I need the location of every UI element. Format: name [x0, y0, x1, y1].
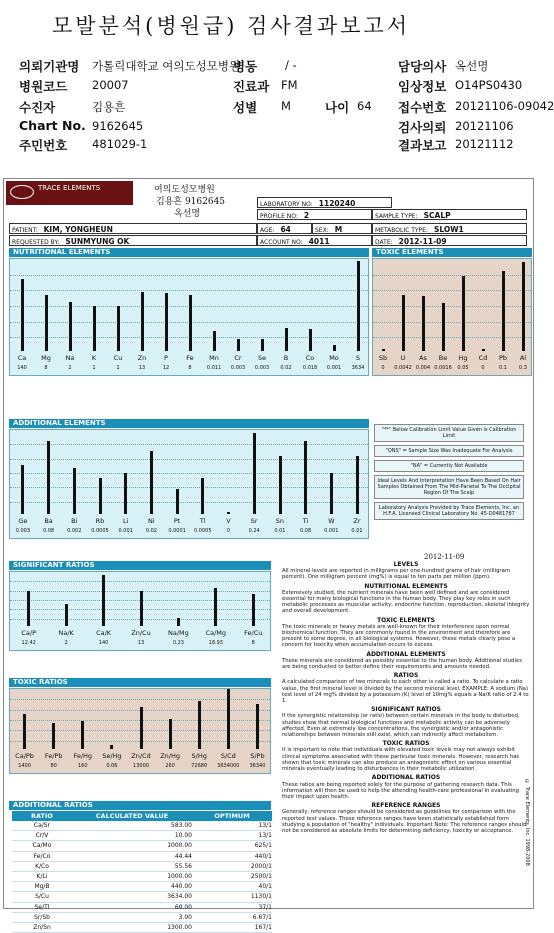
tick-label: Mo	[329, 354, 339, 362]
bar-al	[522, 262, 525, 351]
tick-label: Al	[519, 354, 527, 362]
bar-fe-hg	[81, 721, 84, 749]
value-label: 0.002	[67, 528, 82, 534]
tick-label: K	[91, 354, 97, 362]
header-label: 주민번호	[19, 138, 68, 153]
bar-zn	[141, 292, 144, 351]
value-label: 1	[92, 365, 96, 371]
bar-li	[124, 473, 127, 515]
text-heading: LEVELS	[393, 561, 419, 568]
value-label: 0.08	[42, 528, 55, 534]
value-label: 0.01	[274, 528, 286, 534]
text-heading: ADDITIONAL RATIOS	[371, 774, 441, 782]
tick-label: Hg	[458, 354, 468, 362]
legend-note: "**" Below Calibration Limit Value Given is Calibration Limit	[374, 424, 524, 442]
doctor-stamp: 옥선명	[174, 209, 201, 219]
header-value: 옥선명	[455, 59, 489, 73]
tick-label: Cr	[234, 354, 242, 362]
tick-label: Ca	[17, 354, 27, 362]
tick-label: S/Pb	[250, 752, 265, 760]
value-label: 0.011	[206, 365, 222, 371]
bar-na	[69, 302, 72, 351]
tick-label: Fe	[186, 354, 194, 362]
value-label: 2	[64, 640, 68, 646]
bar-na-k	[65, 604, 68, 626]
header-label: 병원코드	[19, 79, 68, 94]
bar-ca-pb	[23, 714, 26, 749]
profile-box: PROFILE NO: 2	[257, 209, 372, 220]
bar-cr	[237, 339, 240, 351]
header-label: 접수번호	[398, 100, 447, 115]
tick-label: Na/K	[58, 629, 74, 637]
header-value: M	[281, 99, 291, 113]
chart-sig	[9, 571, 271, 651]
bar-w	[330, 473, 333, 515]
value-label: 0.3	[519, 365, 527, 371]
value-label: 80	[50, 763, 57, 769]
bar-hg	[462, 276, 465, 351]
header-label: 결과보고	[398, 138, 447, 153]
tick-label: Ca/P	[21, 629, 37, 637]
value-label: 13000	[133, 763, 149, 769]
bar-k	[93, 306, 96, 351]
table-row: S/Cu 3634.00 1130/1	[12, 892, 272, 902]
value-label: 0	[381, 365, 385, 371]
bar-sb	[382, 349, 385, 351]
header-value: FM	[281, 78, 298, 92]
value-label: 0.02	[145, 528, 157, 534]
value-label: 0	[226, 528, 231, 534]
header-value: 9162645	[92, 119, 144, 133]
table-row: K/Li 1000.00 2500/1	[12, 872, 272, 882]
tick-label: B	[283, 354, 289, 362]
value-label: 0.0016	[434, 365, 452, 371]
tick-label: Mn	[209, 354, 219, 362]
value-label: 0.08	[300, 528, 312, 534]
bar-zr	[356, 456, 359, 514]
bar-ge	[21, 465, 24, 514]
header-value: / -	[285, 58, 297, 72]
bar-be	[442, 303, 445, 351]
table-row: Fe/Co 44.44 440/1	[12, 852, 272, 862]
tick-label: Ca/Pb	[15, 752, 34, 760]
text-heading: NUTRITIONAL ELEMENTS	[364, 582, 448, 590]
logo-icon	[10, 185, 34, 199]
header-label: 병동	[233, 59, 258, 74]
tick-label: Ca/K	[96, 629, 112, 637]
lab-logo	[6, 181, 133, 205]
bar-rb	[99, 478, 102, 515]
bar-pb	[502, 271, 505, 351]
value-label: 0.001	[118, 528, 133, 534]
header-label: 수진자	[19, 100, 56, 115]
bar-bi	[73, 468, 76, 515]
header-value: 20121106	[455, 119, 514, 133]
value-label: 1400	[18, 763, 31, 769]
header-value: 가톨릭대학교 여의도성모병원	[92, 59, 241, 73]
tick-label: Li	[122, 517, 129, 525]
value-label: 0.0005	[194, 528, 212, 534]
bar-cd	[482, 349, 485, 351]
legend-note: Ideal Levels And Interpretation Have Been Based On Hair Samples Obtained From The Mid-Parietal To The Occipital Region Of The Scalp	[374, 475, 524, 499]
bar-ca-p	[27, 591, 30, 626]
table-row: Mg/B 440.00 40/1	[12, 882, 272, 892]
tick-label: W	[328, 517, 335, 525]
tick-label: Ge	[18, 517, 28, 525]
section-additional-ratios: ADDITIONAL RATIOS	[9, 801, 271, 810]
section-nutritional: NUTRITIONAL ELEMENTS	[9, 248, 369, 257]
tick-label: Zn/Cd	[131, 752, 151, 760]
header-value: 20121106-09042	[455, 99, 554, 113]
tick-label: Bi	[71, 517, 78, 525]
bar-ba	[47, 441, 50, 514]
header-label: 검사의뢰	[398, 120, 447, 135]
bar-pt	[176, 489, 179, 514]
tick-label: Mg	[41, 354, 51, 362]
bar-s-hg	[198, 701, 201, 749]
text-body: All mineral levels are reported in milligrams per one-hundred grams of hair (milligram percent). One milligram percent (mg%) is equal to ten parts per million (ppm).	[282, 568, 511, 581]
header-value: 481029-1	[92, 137, 148, 151]
bar-s	[357, 261, 360, 351]
bar-p	[165, 293, 168, 351]
header-value: 김용흔	[92, 100, 126, 114]
legend-note: "QNS" = Sample Size Was Inadequate For Analysis	[374, 445, 524, 457]
sex-box: SEX: M	[312, 223, 372, 234]
section-toxic-ratios: TOXIC RATIOS	[9, 678, 271, 687]
sample-box: SAMPLE TYPE: SCALP	[372, 209, 527, 220]
tick-label: Pt	[173, 517, 181, 525]
value-label: 8	[251, 640, 255, 646]
text-heading: TOXIC RATIOS	[382, 740, 430, 748]
chart-nutri	[9, 258, 369, 376]
text-body: These minerals are considered as possibly essential to the human body. Additional studies are being conducted to better define their requirements and amounts needed.	[282, 657, 522, 671]
age-box: AGE: 64	[257, 223, 312, 234]
tick-label: Ti	[302, 517, 309, 525]
value-label: 0.003	[254, 365, 270, 371]
value-label: 0.018	[302, 365, 318, 371]
tick-label: Cd	[478, 354, 488, 362]
value-label: 140	[98, 640, 109, 646]
value-label: 0.004	[415, 365, 431, 371]
value-label: 0.0005	[91, 528, 109, 534]
table-row: Ca/Mo 1000.00 625/1	[12, 841, 272, 851]
metabolic-box: METABOLIC TYPE: SLOW1	[372, 223, 527, 234]
bar-zn-hg	[169, 719, 172, 749]
bar-ca-k	[102, 575, 105, 626]
legend-notes	[374, 424, 524, 523]
value-label: 0	[481, 365, 485, 371]
value-label: 0.003	[15, 528, 31, 534]
requested-box: REQUESTED BY: SUNMYUNG OK	[9, 235, 257, 246]
value-label: 0.01	[351, 528, 363, 534]
date-box: DATE: 2012-11-09	[372, 235, 527, 246]
value-label: 0.001	[326, 365, 342, 371]
tick-label: Pb	[498, 354, 508, 362]
tick-label: Co	[305, 354, 315, 362]
bar-ca	[21, 279, 24, 351]
tick-label: Ni	[148, 517, 155, 525]
header-value: 64	[357, 99, 372, 113]
header-label: 나이	[325, 100, 350, 115]
value-label: 0.02	[280, 365, 292, 371]
tick-label: Zn	[137, 354, 147, 362]
value-label: 0.0001	[168, 528, 186, 534]
tick-label: Zr	[353, 517, 361, 525]
hair-analysis-report	[3, 178, 534, 931]
tick-label: Be	[438, 354, 448, 362]
tick-label: Fe/Hg	[73, 752, 93, 760]
header-value: 20007	[92, 78, 129, 92]
tick-label: P	[164, 354, 168, 362]
bar-mn	[213, 331, 216, 351]
bar-as	[422, 296, 425, 351]
value-label: 3634000	[217, 763, 240, 769]
tick-label: V	[226, 517, 231, 525]
table-row: Zn/Sn 1300.00 167/1	[12, 923, 272, 933]
copyright: © Trace Elements, Inc. 1998-2008	[524, 779, 530, 866]
table-row: K/Co 55.56 2000/1	[12, 862, 272, 872]
text-heading: REFERENCE RANGES	[371, 802, 441, 810]
section-additional: ADDITIONAL ELEMENTS	[9, 419, 369, 428]
tick-label: Se/Hg	[102, 752, 122, 760]
value-label: 0.06	[106, 763, 118, 769]
legend-note: Laboratory Analysis Provided by Trace Elements, Inc. an H.F.A. Licensed Clinical Laboratory No. 45-D0481787	[374, 502, 524, 520]
value-label: 18.93	[208, 640, 223, 646]
chart-add	[9, 429, 369, 539]
tick-label: Fe/Cu	[244, 629, 263, 637]
tick-label: As	[419, 354, 427, 362]
header-label: 성별	[233, 100, 258, 115]
value-label: 2	[68, 365, 72, 371]
value-label: 13	[137, 640, 145, 646]
bar-na-mg	[177, 618, 180, 626]
signature-date: 2012-11-09	[424, 553, 465, 561]
legend-note: "NA" = Currently Not Available	[374, 460, 524, 472]
tick-label: Cu	[113, 354, 123, 362]
value-label: 0.24	[248, 528, 260, 534]
tick-label: Na/Mg	[168, 629, 189, 637]
report-title: 모발분석(병원급) 검사결과보고서	[52, 14, 411, 38]
value-label: 0.003	[230, 365, 246, 371]
value-label: 1	[116, 365, 120, 371]
text-body: Generally, reference ranges should be considered as guidelines for comparison with the reported test values. These reference ranges have been statistically established form studying a population of "healthy" individuals. Important Note: The reference ranges should not be considered as absolute limits for determining deficiency, toxicity or acceptance.	[282, 809, 527, 834]
section-toxic: TOXIC ELEMENTS	[372, 248, 532, 257]
header-label: 임상정보	[398, 79, 447, 94]
tick-label: Rb	[95, 517, 105, 525]
tick-label: S	[355, 354, 361, 362]
tick-label: Se	[257, 354, 267, 362]
value-label: 0.0042	[394, 365, 412, 371]
tick-label: S/Hg	[191, 752, 207, 760]
patient-box: PATIENT: KIM, YONGHEUN	[9, 223, 257, 234]
lab-no-box: LABORATORY NO: 1120240	[257, 197, 392, 208]
text-heading: RATIOS	[393, 672, 419, 680]
bar-s-pb	[256, 704, 259, 749]
header-label: 진료과	[233, 79, 270, 94]
table-row: Cr/V 10.00 13/1	[12, 831, 272, 841]
tick-label: Tl	[199, 517, 206, 525]
bar-sn	[279, 456, 282, 514]
value-label: 8	[44, 365, 48, 371]
tick-label: Zn/Cu	[131, 629, 151, 637]
chart-toxr	[9, 688, 271, 774]
text-heading: ADDITIONAL ELEMENTS	[366, 650, 446, 658]
value-label: 13	[138, 365, 146, 371]
account-box: ACCOUNT NO: 4011	[257, 235, 372, 246]
text-body: These ratios are being reported solely for the purpose of gathering research data. This information will then be used to help the attending health-care professional in evaluating their impact upon health.	[282, 781, 520, 800]
header-label: 의뢰기관명	[19, 59, 80, 74]
value-label: 0.23	[172, 640, 184, 646]
tick-label: Na	[65, 354, 75, 362]
ratio-header: RATIO CALCULATED VALUE OPTIMUM	[12, 811, 272, 821]
bar-ni	[150, 451, 153, 514]
tick-label: Fe/Pb	[44, 752, 63, 760]
text-heading: SIGNIFICANT RATIOS	[371, 706, 441, 714]
value-label: 160	[78, 763, 88, 769]
tick-label: S/Cd	[220, 752, 236, 760]
tick-label: Ba	[44, 517, 53, 525]
bar-ti	[304, 441, 307, 514]
bar-fe-pb	[52, 723, 55, 749]
chart-toxic	[372, 258, 532, 376]
text-body: A calculated comparison of two minerals to each other is called a ratio. To calculate a ratio value, the first mineral level is divided by the second mineral level. EXAMPLE: A sodium (Na) test level of 24 mg% divided by a potassium (K) level of 10mg% equals a Na/K ratio of 2.4 to 1.	[282, 679, 529, 705]
text-body: Extensively studied, the nutrient minerals have been well defined and are considered essential for many biological functions in the human body. They play key roles in such metabolic processes as muscular activity, endocrine function, reproduction, skeletal integrity and overall development.	[282, 589, 530, 615]
value-label: 12	[162, 365, 170, 371]
bar-u	[402, 295, 405, 351]
value-label: 0.001	[324, 528, 339, 534]
bar-fe-cu	[252, 594, 255, 626]
value-label: 0.05	[457, 365, 469, 371]
header-label: Chart No.	[19, 118, 86, 133]
header-value: O14PS0430	[455, 78, 523, 92]
table-row: Se/Tl 60.00 37/1	[12, 903, 272, 913]
bar-zn-cd	[140, 707, 143, 749]
tick-label: Sb	[378, 354, 388, 362]
bar-se	[261, 339, 264, 351]
interpretation-text	[282, 559, 530, 834]
text-body: It is important to note that individuals with elevated toxic levels may not always exhibit clinical symptoms associated with these particular toxic minerals. However, research has shown that toxic minerals can also produce an antagonistic effect on various essential minerals eventually leading to disturbances in their metabolic utilization.	[282, 747, 520, 773]
bar-b	[285, 328, 288, 351]
table-row: Sr/Sb 3.00 6.67/1	[12, 913, 272, 923]
value-label: 36340	[249, 763, 266, 769]
tick-label: Sn	[275, 517, 284, 525]
bar-mg	[45, 295, 48, 351]
text-body: The toxic minerals or heavy metals are well-known for their interference upon normal biochemical function. They are commonly found in the environment and therefore are present to some degree, in all biological systems. However, these metals clearly pose a concern for toxicity when accumulation occurs to excess.	[282, 623, 516, 649]
value-label: 260	[165, 763, 175, 769]
logo-text: TRACE ELEMENTS	[38, 184, 101, 192]
bar-zn-cu	[140, 591, 143, 626]
value-label: 3634	[351, 365, 365, 371]
tick-label: U	[400, 354, 406, 362]
section-significant: SIGNIFICANT RATIOS	[9, 561, 271, 570]
text-heading: TOXIC ELEMENTS	[377, 616, 435, 624]
value-label: 140	[17, 365, 27, 371]
table-row: Ca/Sr 583.00 13/1	[12, 821, 272, 831]
additional-ratios-table	[12, 811, 272, 933]
bar-v	[227, 512, 230, 514]
tick-label: Zn/Hg	[160, 752, 180, 760]
bar-mo	[333, 345, 336, 351]
bar-fe	[189, 295, 192, 351]
bar-cu	[117, 306, 120, 351]
bar-tl	[201, 478, 204, 515]
patient-stamp: 김용흔 9162645	[156, 197, 226, 207]
header-value: 20121112	[455, 137, 514, 151]
value-label: 72680	[191, 763, 208, 769]
text-body: If the synergistic relationship (or ratio) between certain minerals in the body is disturbed, studies show that normal biological functions and metabolic activity can be adversely affected. Even at extremely low concentrations, the synergistic and/or antagonistic relationships between minerals still exist, which can indirectly affect metabolism.	[282, 713, 520, 739]
tick-label: Sr	[250, 517, 258, 525]
header-label: 담당의사	[398, 59, 447, 74]
bar-se-hg	[110, 745, 113, 749]
hospital-stamp: 여의도성모병원	[154, 185, 215, 195]
value-label: 8	[188, 365, 192, 371]
tick-label: Ca/Mg	[205, 629, 227, 637]
bar-ca-mg	[214, 588, 217, 626]
value-label: 12.42	[21, 640, 36, 646]
bar-sr	[253, 433, 256, 514]
bar-co	[309, 329, 312, 351]
value-label: 0.1	[499, 365, 507, 371]
bar-s-cd	[227, 689, 230, 749]
